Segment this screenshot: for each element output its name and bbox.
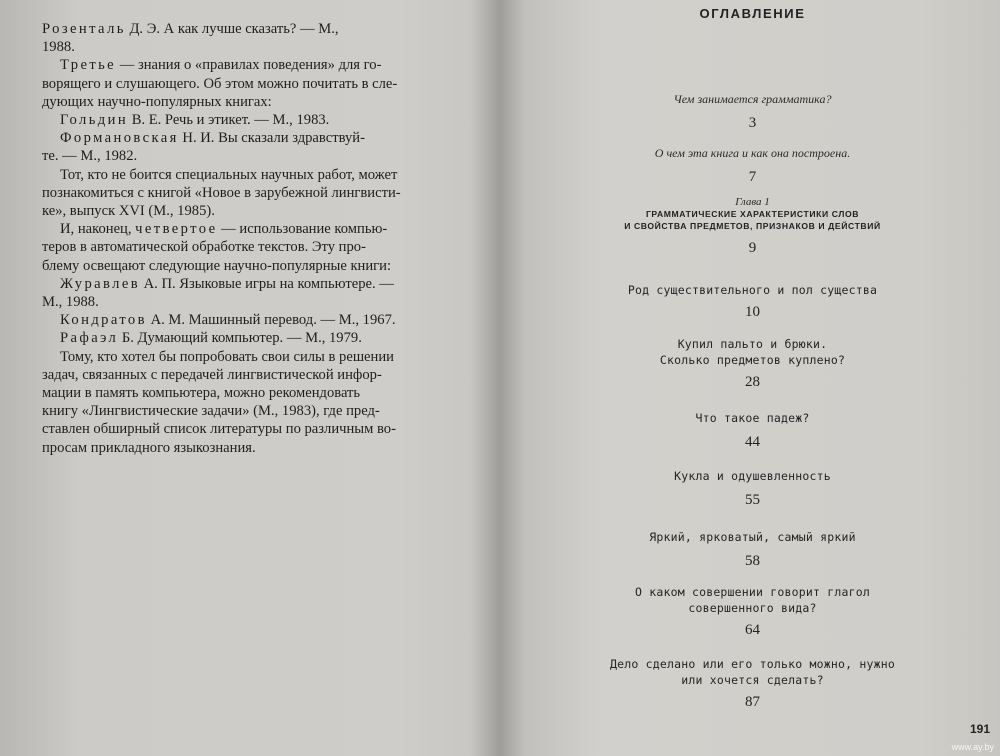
toc-entry [505,336,1000,391]
toc-entry-title: Дело сделано или его только можно, нужно [610,657,895,671]
toc-entry-title: Сколько предметов куплено? [659,353,846,367]
toc-entry-title: О чем эта книга и как она построена. [654,146,851,160]
toc-entry-title: Яркий, ярковатый, самый яркий [649,530,856,544]
toc-entry [505,584,1000,639]
toc-page-number: 28 [745,374,760,390]
toc-entry-title: Купил пальто и брюки. [677,337,828,351]
bib-line: мации в память компьютера, можно рекомендовать [42,385,361,402]
toc-chapter [505,196,1000,257]
toc-entry-title: О каком совершении говорит глагол [634,585,871,599]
bib-line: Тому, кто хотел бы попробовать свои силы в решении [60,348,394,365]
bib-line: ставлен обширный список литературы по различным во- [42,421,396,438]
chapter-label: Глава 1 [735,196,770,208]
toc-page-number: 7 [748,169,757,185]
bib-line: ке», выпуск XVI (М., 1985). [42,203,215,220]
bib-line: дующих научно-популярных книгах: [42,93,272,110]
chapter-heading: ГРАММАТИЧЕСКИЕ ХАРАКТЕРИСТИКИ СЛОВ [645,209,860,219]
bib-line: Формановская Н. И. Вы сказали здравствуй- [60,130,365,147]
toc-page-number: 55 [745,492,760,508]
bib-line: теров в автоматической обработке текстов. Эту про- [42,239,366,256]
bib-line: Рафаэл Б. Думающий компьютер. — М., 1979. [60,330,362,347]
toc-entry [505,656,1000,711]
bib-line: Журавлев А. П. Языковые игры на компьютере. — [60,275,394,292]
bib-line: М., 1988. [42,294,99,311]
bib-line: 1988. [42,39,75,56]
toc-page-number: 3 [748,115,757,131]
bib-line: Третье — знания о «правилах поведения» для го- [60,57,382,74]
bib-line: ворящего и слушающего. Об этом можно почитать в сле- [42,75,398,92]
bib-line: книгу «Лингвистические задачи» (М., 1983), где пред- [42,403,380,420]
toc-entry [505,146,1000,186]
toc-entry-title: совершенного вида? [688,601,817,615]
page-number: 191 [969,722,990,736]
bib-line: И, наконец, четвертое — использование компью- [60,221,388,238]
toc-page-number: 44 [745,434,760,450]
toc-entry [505,468,1000,509]
bib-line: блему освещают следующие научно-популярные книги: [42,257,392,274]
right-page [505,0,1000,756]
bib-line: познакомиться с книгой «Новое в зарубежной лингвисти- [42,184,401,201]
bibliography-text [42,20,482,457]
bib-line: те. — М., 1982. [42,148,138,165]
bib-line: Кондратов А. М. Машинный перевод. — М., 1967. [60,312,396,329]
toc-entry-title: Что такое падеж? [695,411,810,425]
toc-entry [505,529,1000,570]
toc-page-number: 64 [745,622,760,638]
bib-line: Розенталь Д. Э. А как лучше сказать? — М., [42,21,339,37]
toc-entry-title: Кукла и одушевленность [674,469,831,483]
toc-entry-title: Чем занимается грамматика? [673,92,832,106]
toc-title: ОГЛАВЛЕНИЕ [699,6,806,21]
toc-entry [505,410,1000,451]
bib-line: задач, связанных с передачей лингвистической инфор- [42,366,382,383]
toc-page-number: 87 [745,694,760,710]
left-page [0,0,495,756]
toc-page-number: 9 [748,240,757,256]
bib-line: Гольдин В. Е. Речь и этикет. — М., 1983. [60,112,330,129]
toc-entry-title: Род существительного и пол существа [627,283,878,297]
toc-page-number: 58 [745,553,760,569]
chapter-heading: И СВОЙСТВА ПРЕДМЕТОВ, ПРИЗНАКОВ И ДЕЙСТВИЙ [624,221,881,231]
bib-line: просам прикладного языкознания. [42,439,256,456]
toc-entry-title: или хочется сделать? [681,673,824,687]
toc-page-number: 10 [745,304,760,320]
toc-entry [505,282,1000,321]
watermark: www.ay.by [951,742,994,752]
toc-entry [505,92,1000,132]
bib-line: Тот, кто не боится специальных научных работ, может [60,166,398,183]
